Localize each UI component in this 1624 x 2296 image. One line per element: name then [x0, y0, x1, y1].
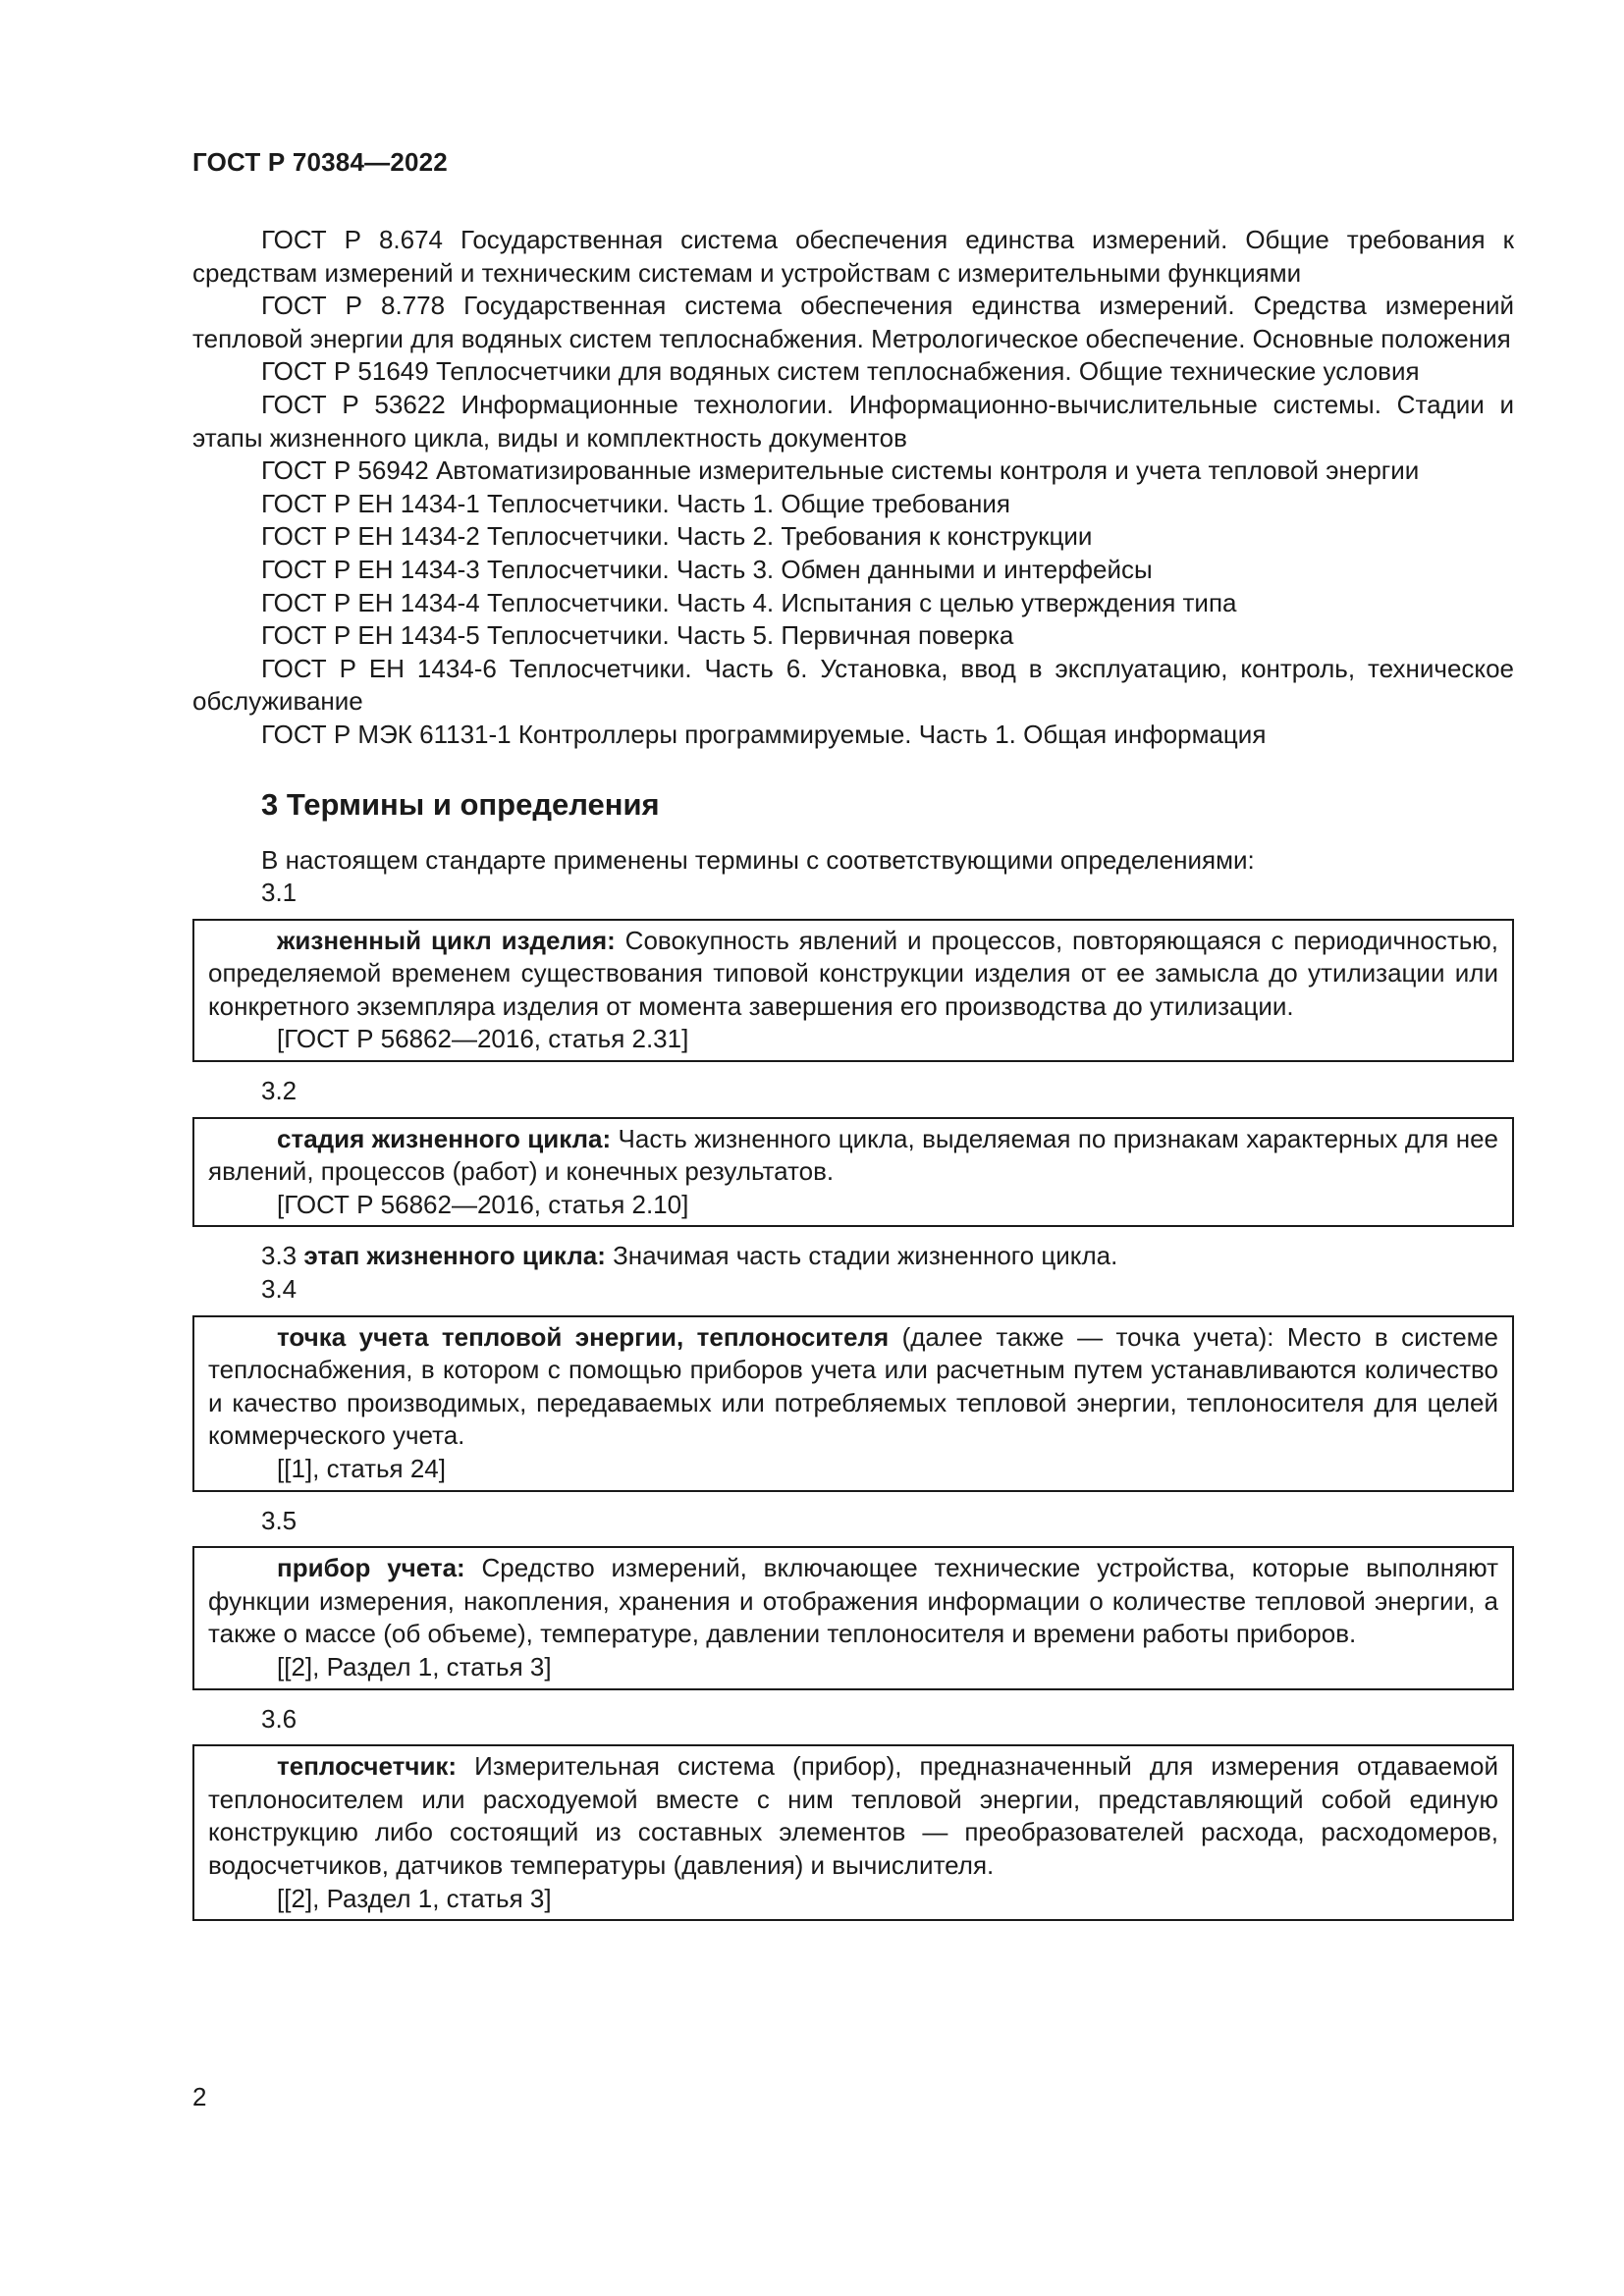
term-box: [192, 1546, 1514, 1689]
reference-item: ГОСТ Р ЕН 1434-3 Теплосчетчики. Часть 3. Обмен данными и интерфейсы: [261, 554, 1153, 584]
reference-item: ГОСТ Р 8.674 Государственная система обеспечения единства измерений. Общие требования к средствам измерений и техническим системам и устройствам с измерительными функциями: [192, 225, 1514, 288]
term-name: прибор учета:: [277, 1553, 465, 1583]
document-header: ГОСТ Р 70384—2022: [192, 147, 448, 177]
term-text: Совокупность явлений и процессов, повторяющаяся с периодичностью, определяемой временем существования типовой конструкции изделия от ее замысла до утилизации или конкретного экземпляра изделия от момента завершения его производства до утилизации.: [208, 925, 1499, 1021]
term-text: Часть жизненного цикла, выделяемая по признакам характерных для нее явлений, процессов (работ) и конечных результатов.: [208, 1123, 1498, 1187]
reference-item: ГОСТ Р МЭК 61131-1 Контроллеры программируемые. Часть 1. Общая информация: [261, 719, 1267, 749]
page-number: 2: [192, 2082, 207, 2111]
reference-item: ГОСТ Р 51649 Теплосчетчики для водяных систем теплоснабжения. Общие технические условия: [261, 356, 1420, 387]
term-number: 3.4: [261, 1274, 298, 1305]
term-source: [[2], Раздел 1, статья 3]: [277, 1651, 552, 1682]
term-name: жизненный цикл изделия:: [277, 925, 616, 955]
term-box: [192, 1117, 1514, 1228]
term-source: [[2], Раздел 1, статья 3]: [277, 1883, 552, 1913]
reference-item: ГОСТ Р ЕН 1434-2 Теплосчетчики. Часть 2. Требования к конструкции: [261, 521, 1093, 552]
reference-item: ГОСТ Р 53622 Информационные технологии. Информационно-вычислительные системы. Стадии и этапы жизненного цикла, виды и комплектность документов: [192, 389, 1514, 453]
reference-item: ГОСТ Р ЕН 1434-1 Теплосчетчики. Часть 1. Общие требования: [261, 488, 1010, 518]
term-text: Измерительная система (прибор), предназначенный для измерения отдаваемой теплоносителем или расходуемой вместе с ним тепловой энергии, представляющий собой единую конструкцию либо состоящий из составных элементов — преобразователей расхода, расходомеров, водосчетчиков, датчиков температуры (давления) и вычислителя.: [208, 1751, 1498, 1880]
section-intro: В настоящем стандарте применены термины с соответствующими определениями:: [261, 844, 1255, 875]
term-name: теплосчетчик:: [277, 1751, 458, 1782]
term-source: [ГОСТ Р 56862—2016, статья 2.10]: [277, 1189, 689, 1219]
term-box: [192, 1315, 1514, 1492]
term-number: 3.3: [261, 1241, 298, 1271]
term-box: [192, 1744, 1514, 1921]
term-definition: [208, 1750, 1498, 1882]
term-text: (далее также — точка учета): Место в системе теплоснабжения, в котором с помощью приборов учета или расчетным путем устанавливаются количество и качество производимых, передаваемых или потребляемых тепловой энергии, теплоносителя для целей коммерческого учета.: [208, 1321, 1499, 1451]
term-number: 3.5: [261, 1505, 298, 1535]
term-name: стадия жизненного цикла:: [277, 1123, 612, 1153]
term-definition: [208, 1552, 1498, 1651]
term-definition: [208, 1321, 1498, 1453]
reference-item: ГОСТ Р ЕН 1434-6 Теплосчетчики. Часть 6. Установка, ввод в эксплуатацию, контроль, техническое обслуживание: [192, 653, 1514, 717]
term-definition: [208, 1123, 1498, 1189]
term-source: [ГОСТ Р 56862—2016, статья 2.31]: [277, 1024, 689, 1054]
term-definition: [208, 925, 1498, 1024]
section-title: 3 Термины и определения: [261, 786, 660, 822]
reference-item: ГОСТ Р 8.778 Государственная система обеспечения единства измерений. Средства измерений тепловой энергии для водяных систем теплоснабжения. Метрологическое обеспечение. Основные положения: [192, 291, 1514, 353]
term-box: [192, 919, 1514, 1062]
reference-item: ГОСТ Р 56942 Автоматизированные измерительные системы контроля и учета тепловой энергии: [261, 455, 1420, 486]
reference-item: ГОСТ Р ЕН 1434-4 Теплосчетчики. Часть 4. Испытания с целью утверждения типа: [261, 587, 1237, 617]
term-number: 3.1: [261, 878, 298, 908]
term-number: 3.6: [261, 1703, 298, 1734]
reference-item: ГОСТ Р ЕН 1434-5 Теплосчетчики. Часть 5. Первичная поверка: [261, 620, 1014, 651]
term-number: 3.2: [261, 1076, 298, 1106]
term-name: этап жизненного цикла:: [303, 1241, 606, 1271]
document-body: [192, 224, 1514, 1934]
term-source: [[1], статья 24]: [277, 1454, 446, 1483]
term-text: Средство измерений, включающее технические устройства, которые выполняют функции измерения, накопления, хранения и отображения информации о количестве тепловой энергии, а также о массе (об объеме), температуре, давлении теплоносителя и времени работы приборов.: [208, 1553, 1498, 1649]
term-name: точка учета тепловой энергии, теплоносителя: [277, 1321, 890, 1352]
term-text: Значимая часть стадии жизненного цикла.: [605, 1241, 1118, 1271]
term-definition-inline: [192, 1240, 1514, 1273]
